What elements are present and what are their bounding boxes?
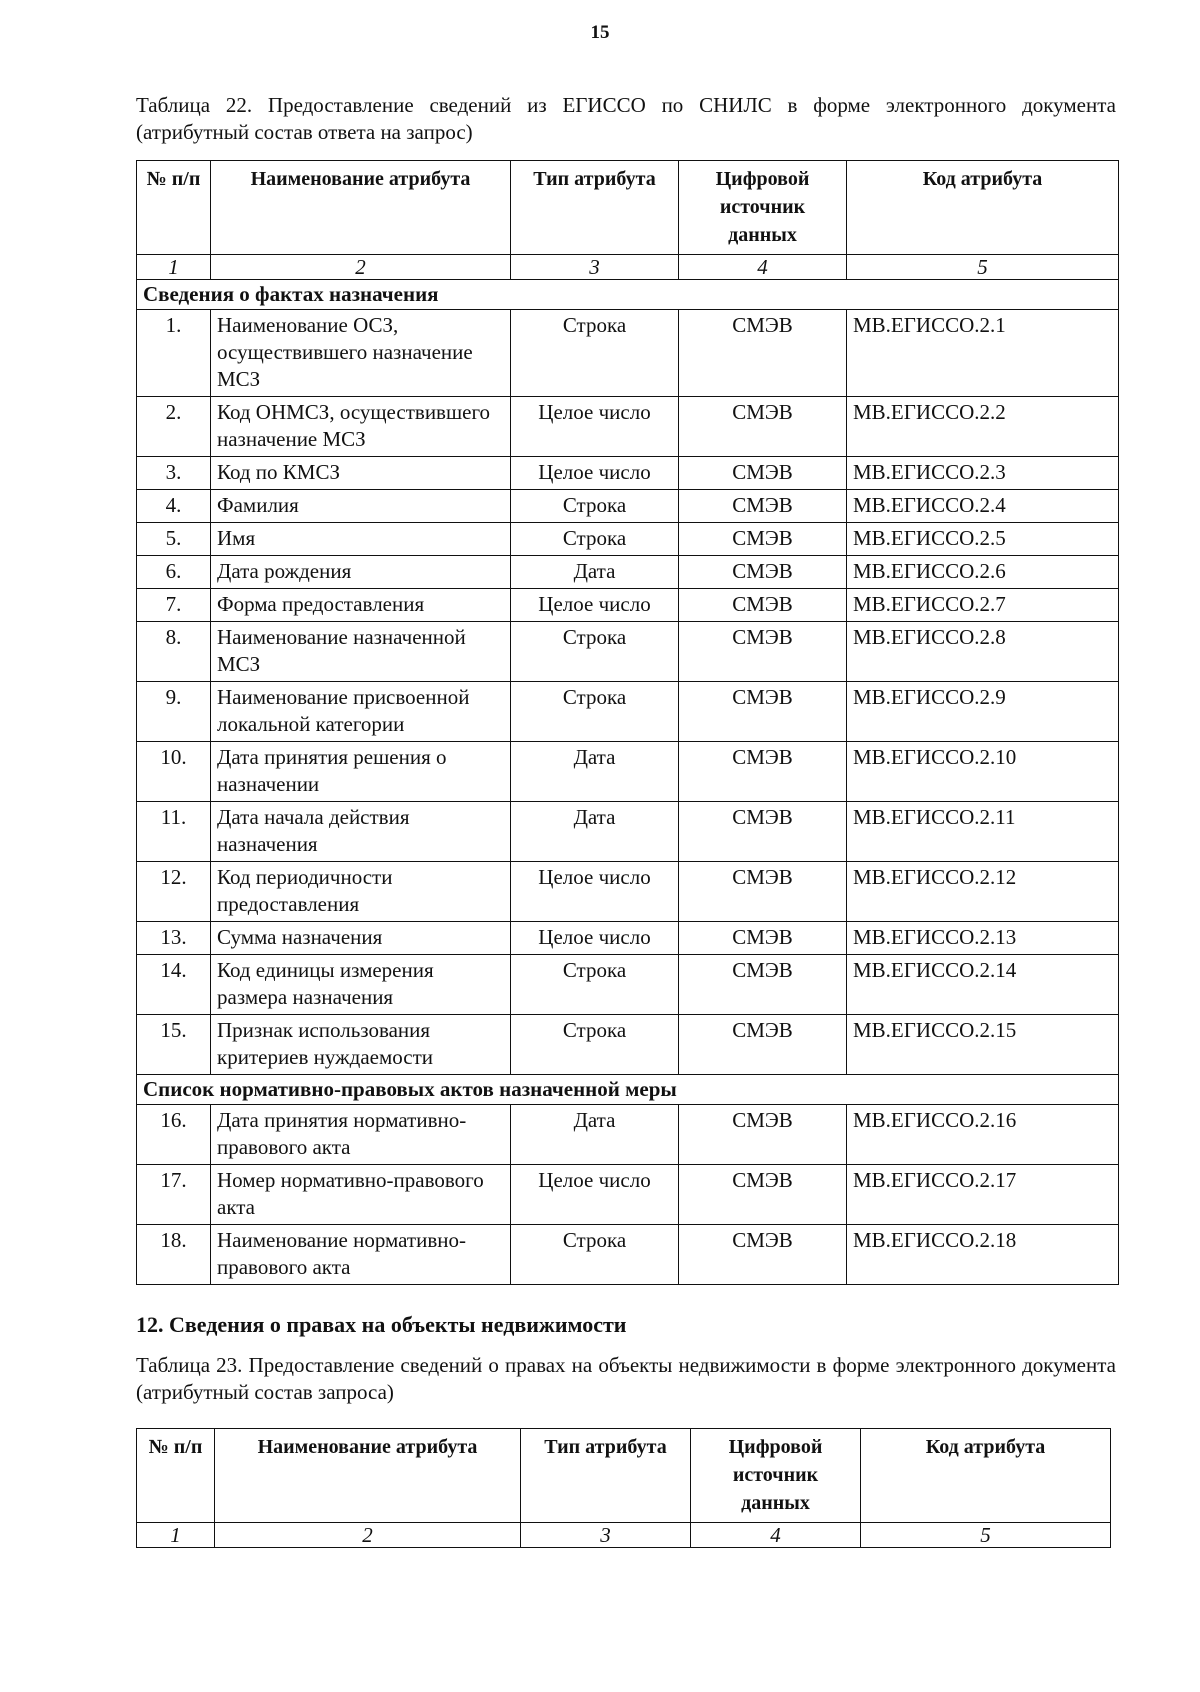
attribute-name: Сумма назначения [211,922,511,955]
row-number: 18. [137,1225,211,1285]
attribute-name: Форма предоставления [211,589,511,622]
table-row [137,682,1119,742]
attribute-code: МВ.ЕГИССО.2.4 [847,490,1119,523]
table-row [137,922,1119,955]
attribute-type: Строка [511,955,679,1015]
attribute-code: МВ.ЕГИССО.2.13 [847,922,1119,955]
attribute-type: Целое число [511,589,679,622]
table-row [137,556,1119,589]
attribute-type: Целое число [511,1165,679,1225]
attribute-name: Признак использования критериев нуждаемости [211,1015,511,1075]
data-source: СМЭВ [679,490,847,523]
data-source: СМЭВ [679,622,847,682]
attribute-code: МВ.ЕГИССО.2.18 [847,1225,1119,1285]
section-12-heading: 12. Сведения о правах на объекты недвижимости [136,1312,627,1337]
attribute-code: МВ.ЕГИССО.2.15 [847,1015,1119,1075]
table-22 [136,160,1119,1285]
row-number: 6. [137,556,211,589]
attribute-code: МВ.ЕГИССО.2.11 [847,802,1119,862]
table-row [137,742,1119,802]
header-source: Цифровой источник данных [691,1429,861,1523]
attribute-type: Дата [511,742,679,802]
attribute-type: Целое число [511,457,679,490]
header-code: Код атрибута [847,161,1119,255]
row-number: 16. [137,1105,211,1165]
attribute-name: Наименование ОСЗ, осуществившего назначение МСЗ [211,310,511,397]
header-num: № п/п [137,1429,215,1523]
column-number: 1 [137,1523,215,1548]
attribute-code: МВ.ЕГИССО.2.12 [847,862,1119,922]
attribute-name: Дата принятия нормативно-правового акта [211,1105,511,1165]
row-number: 2. [137,397,211,457]
data-source: СМЭВ [679,1165,847,1225]
column-number: 1 [137,255,211,280]
row-number: 15. [137,1015,211,1075]
attribute-name: Номер нормативно-правового акта [211,1165,511,1225]
table-row [137,310,1119,397]
attribute-type: Строка [511,1225,679,1285]
row-number: 4. [137,490,211,523]
row-number: 1. [137,310,211,397]
attribute-name: Дата принятия решения о назначении [211,742,511,802]
attribute-name: Дата рождения [211,556,511,589]
header-type: Тип атрибута [511,161,679,255]
column-number: 4 [691,1523,861,1548]
attribute-type: Целое число [511,397,679,457]
attribute-type: Строка [511,622,679,682]
row-number: 10. [137,742,211,802]
header-type: Тип атрибута [521,1429,691,1523]
attribute-name: Код ОНМСЗ, осуществившего назначение МСЗ [211,397,511,457]
table-row [137,523,1119,556]
attribute-code: МВ.ЕГИССО.2.14 [847,955,1119,1015]
attribute-code: МВ.ЕГИССО.2.16 [847,1105,1119,1165]
attribute-type: Строка [511,310,679,397]
column-number: 2 [211,255,511,280]
data-source: СМЭВ [679,1225,847,1285]
data-source: СМЭВ [679,1105,847,1165]
row-number: 7. [137,589,211,622]
data-source: СМЭВ [679,955,847,1015]
table-row [137,397,1119,457]
table-row [137,1105,1119,1165]
table-row [137,862,1119,922]
table-row [137,955,1119,1015]
data-source: СМЭВ [679,457,847,490]
table-row [137,589,1119,622]
row-number: 12. [137,862,211,922]
data-source: СМЭВ [679,802,847,862]
table-23-caption: Таблица 23. Предоставление сведений о правах на объекты недвижимости в форме электронного документа (атрибутный состав запроса) [136,1353,1116,1404]
attribute-name: Код единицы измерения размера назначения [211,955,511,1015]
header-name: Наименование атрибута [215,1429,521,1523]
column-number: 2 [215,1523,521,1548]
table-row [137,1165,1119,1225]
row-number: 17. [137,1165,211,1225]
table-row [137,802,1119,862]
table-row [137,622,1119,682]
attribute-name: Фамилия [211,490,511,523]
attribute-code: МВ.ЕГИССО.2.5 [847,523,1119,556]
table-23-header-row [137,1429,1111,1523]
column-number: 3 [511,255,679,280]
data-source: СМЭВ [679,523,847,556]
data-source: СМЭВ [679,1015,847,1075]
attribute-type: Строка [511,490,679,523]
attribute-code: МВ.ЕГИССО.2.6 [847,556,1119,589]
data-source: СМЭВ [679,922,847,955]
attribute-code: МВ.ЕГИССО.2.17 [847,1165,1119,1225]
attribute-name: Имя [211,523,511,556]
column-number: 5 [847,255,1119,280]
attribute-type: Целое число [511,922,679,955]
table-22-header-row [137,161,1119,255]
table-23-column-numbers [137,1523,1111,1548]
row-number: 9. [137,682,211,742]
column-number: 4 [679,255,847,280]
row-number: 14. [137,955,211,1015]
attribute-name: Код по КМСЗ [211,457,511,490]
table-22-body [137,280,1119,1285]
attribute-code: МВ.ЕГИССО.2.2 [847,397,1119,457]
table-23 [136,1428,1111,1548]
group-title: Список нормативно-правовых актов назначенной меры [137,1075,1119,1105]
attribute-type: Целое число [511,862,679,922]
attribute-name: Код периодичности предоставления [211,862,511,922]
data-source: СМЭВ [679,742,847,802]
attribute-type: Дата [511,556,679,589]
column-number: 5 [861,1523,1111,1548]
group-row [137,280,1119,310]
attribute-type: Строка [511,1015,679,1075]
table-22-column-numbers [137,255,1119,280]
data-source: СМЭВ [679,862,847,922]
attribute-type: Строка [511,682,679,742]
table-row [137,490,1119,523]
row-number: 8. [137,622,211,682]
data-source: СМЭВ [679,682,847,742]
attribute-name: Наименование присвоенной локальной категории [211,682,511,742]
row-number: 11. [137,802,211,862]
attribute-type: Дата [511,1105,679,1165]
table-row [137,1015,1119,1075]
row-number: 13. [137,922,211,955]
attribute-code: МВ.ЕГИССО.2.9 [847,682,1119,742]
attribute-name: Наименование нормативно-правового акта [211,1225,511,1285]
attribute-type: Дата [511,802,679,862]
data-source: СМЭВ [679,310,847,397]
column-number: 3 [521,1523,691,1548]
data-source: СМЭВ [679,397,847,457]
header-code: Код атрибута [861,1429,1111,1523]
attribute-code: МВ.ЕГИССО.2.1 [847,310,1119,397]
table-row [137,1225,1119,1285]
table-22-caption: Таблица 22. Предоставление сведений из ЕГИССО по СНИЛС в форме электронного документа (атрибутный состав ответа на запрос) [136,93,1116,144]
row-number: 5. [137,523,211,556]
group-title: Сведения о фактах назначения [137,280,1119,310]
data-source: СМЭВ [679,556,847,589]
attribute-code: МВ.ЕГИССО.2.7 [847,589,1119,622]
attribute-code: МВ.ЕГИССО.2.8 [847,622,1119,682]
data-source: СМЭВ [679,589,847,622]
attribute-code: МВ.ЕГИССО.2.10 [847,742,1119,802]
header-num: № п/п [137,161,211,255]
header-name: Наименование атрибута [211,161,511,255]
attribute-name: Дата начала действия назначения [211,802,511,862]
row-number: 3. [137,457,211,490]
table-row [137,457,1119,490]
attribute-type: Строка [511,523,679,556]
attribute-code: МВ.ЕГИССО.2.3 [847,457,1119,490]
group-row [137,1075,1119,1105]
page-number: 15 [590,22,610,43]
attribute-name: Наименование назначенной МСЗ [211,622,511,682]
header-source: Цифровой источник данных [679,161,847,255]
